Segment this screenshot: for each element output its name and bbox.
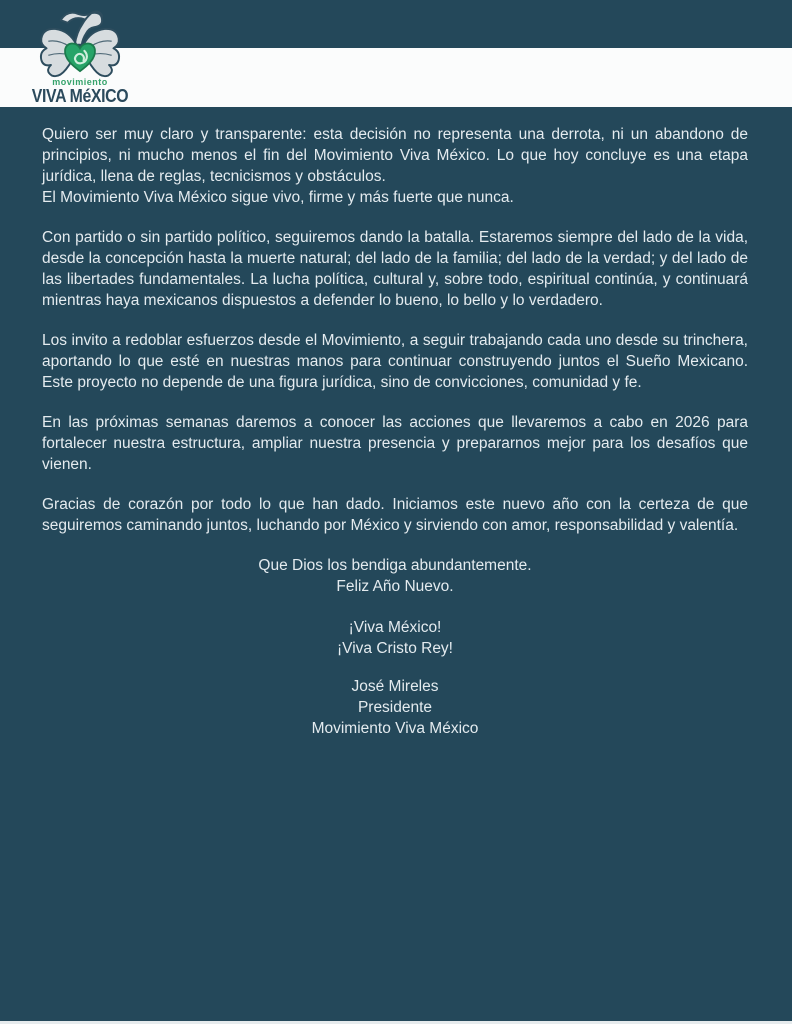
blessing-line-1: Que Dios los bendiga abundantemente.: [258, 557, 532, 574]
letter-closing: [42, 555, 748, 739]
letter-paragraph: En las próximas semanas daremos a conocer las acciones que llevaremos a cabo en 2026 para fortalecer nuestra estructura, ampliar nuestra presencia y prepararnos mejor para los desafíos que vienen.: [42, 414, 748, 473]
viva-line-1: ¡Viva México!: [348, 619, 442, 636]
eagle-heart-logo-icon: [24, 6, 136, 80]
blessing-line-2: Feliz Año Nuevo.: [336, 578, 454, 595]
viva-line-2: ¡Viva Cristo Rey!: [337, 640, 453, 657]
signature-name: José Mireles: [351, 678, 439, 695]
letter-paragraph: Los invito a redoblar esfuerzos desde el Movimiento, a seguir trabajando cada uno desde su trinchera, aportando lo que esté en nuestras manos para continuar construyendo juntos el Sueño Mexicano. Este proyecto no depende de una figura jurídica, sino de convicciones, comunidad y fe.: [42, 332, 748, 391]
letter-paragraph: Con partido o sin partido político, seguiremos dando la batalla. Estaremos siempre del lado de la vida, desde la concepción hasta la muerte natural; del lado de la familia; del lado de la verdad; y del lado de las libertades fundamentales. La lucha política, cultural y, sobre todo, espiritual continúa, y continuará mientras haya mexicanos dispuestos a defender lo bueno, lo bello y lo verdadero.: [42, 229, 748, 309]
letter-body: [42, 124, 748, 739]
signature-title: Presidente: [357, 699, 433, 716]
letter-paragraph: Quiero ser muy claro y transparente: esta decisión no representa una derrota, ni un abandono de principios, ni mucho menos el fin del Movimiento Viva México. Lo que hoy concluye es una etapa jurídica, llena de reglas, tecnicismos y obstáculos.: [42, 126, 748, 185]
movimiento-viva-mexico-logo: [24, 6, 136, 106]
letter-paragraph: El Movimiento Viva México sigue vivo, firme y más fuerte que nunca.: [42, 189, 514, 206]
logo-movement-label: movimiento: [52, 77, 108, 87]
signature-organization: Movimiento Viva México: [311, 720, 479, 737]
logo-brand-label: VIVA MéXICO: [31, 86, 129, 106]
viva-lines: [42, 617, 748, 659]
signature-block: [42, 676, 748, 739]
blessing-lines: [42, 555, 748, 597]
letter-paragraph: Gracias de corazón por todo lo que han dado. Iniciamos este nuevo año con la certeza de que seguiremos caminando juntos, luchando por México y sirviendo con amor, responsabilidad y valentía.: [42, 496, 748, 534]
